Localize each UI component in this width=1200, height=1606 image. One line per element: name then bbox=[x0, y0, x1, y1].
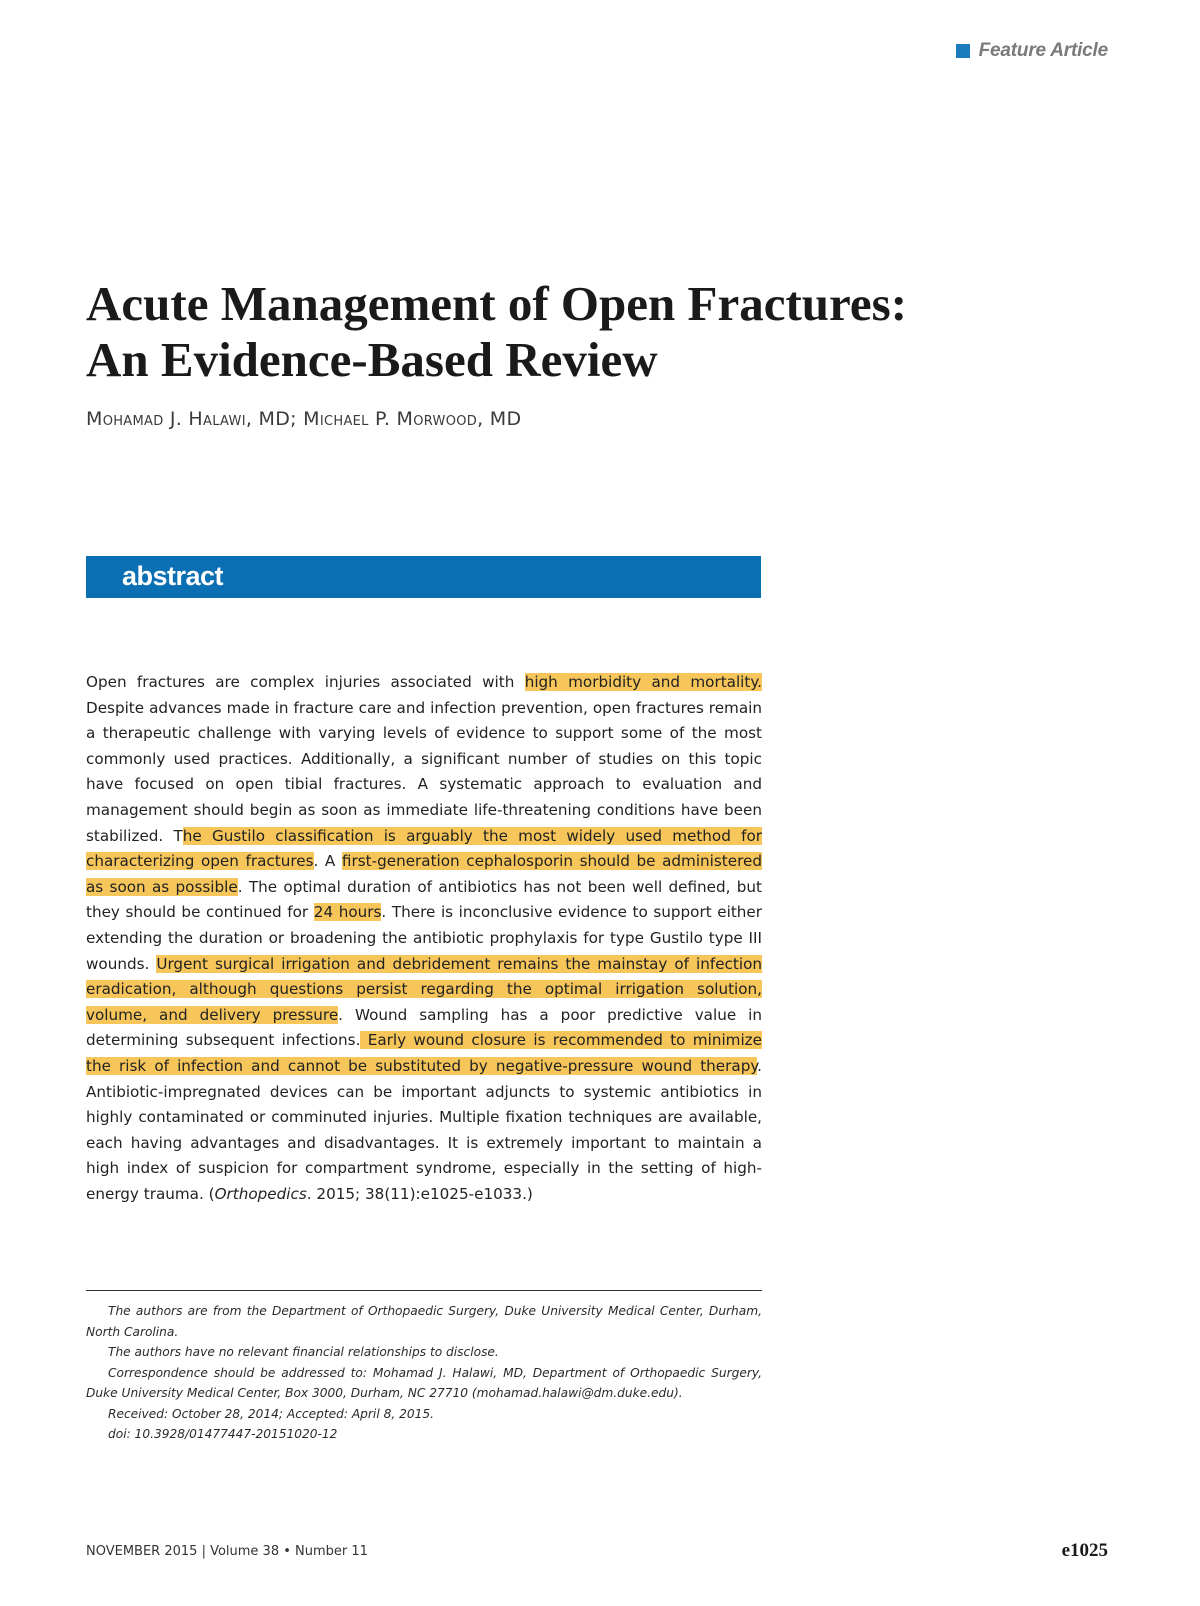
article-title-line-1: Acute Management of Open Fractures: bbox=[86, 276, 908, 331]
footnote-disclosure: The authors have no relevant financial relationships to disclose. bbox=[108, 1345, 499, 1359]
journal-name: Orthopedics bbox=[214, 1184, 307, 1203]
author-list: Mohamad J. Halawi, MD; Michael P. Morwood, MD bbox=[86, 408, 522, 430]
issue-info: NOVEMBER 2015 | Volume 38 • Number 11 bbox=[86, 1544, 368, 1559]
abstract-body bbox=[86, 670, 762, 1207]
abstract-heading: abstract bbox=[122, 561, 224, 591]
feature-article-tag bbox=[956, 40, 1108, 62]
abstract-text: . Wound sampling has a poor predictive value in determining subsequent infections. bbox=[86, 1005, 762, 1050]
article-title-line-2: An Evidence-Based Review bbox=[86, 332, 658, 387]
abstract-highlight[interactable]: first-generation cephalosporin should be administered as soon as possible bbox=[86, 852, 762, 896]
footnotes bbox=[86, 1301, 762, 1445]
footnote-affiliation: The authors are from the Department of Orthopaedic Surgery, Duke University Medical Center, Durham, North Carolina. bbox=[86, 1304, 762, 1339]
page-number: e1025 bbox=[1061, 1540, 1108, 1561]
footnote-correspondence: Correspondence should be addressed to: Mohamad J. Halawi, MD, Department of Orthopaedic Surgery, Duke University Medical Center, Box 3000, Durham, NC 27710 (mohamad.halawi@dm.duke.edu). bbox=[86, 1365, 762, 1400]
footnote-dates: Received: October 28, 2014; Accepted: April 8, 2015. bbox=[108, 1406, 434, 1421]
abstract-text: . A bbox=[313, 852, 342, 871]
abstract-text: . There is inconclusive evidence to support either extending the duration or broadening the antibiotic prophylaxis for type Gustilo type III wounds. bbox=[86, 903, 763, 973]
footnote-divider bbox=[86, 1290, 762, 1291]
square-icon bbox=[956, 44, 970, 58]
abstract-highlight[interactable]: 24 hours bbox=[313, 903, 382, 922]
abstract-highlight[interactable]: Early wound closure is recommended to minimize the risk of infection and cannot be substituted by negative-pressure wound therapy bbox=[86, 1031, 762, 1075]
abstract-text: . Antibiotic-impregnated devices can be important adjuncts to systemic antibiotics in highly contaminated or comminuted injuries. Multiple fixation techniques are available, each having advantages and disadvantages. It is extremely important to maintain a high index of suspicion for compartment syndrome, especially in the setting of high-energy trauma. ( bbox=[86, 1056, 762, 1203]
footnote-doi: doi: 10.3928/01477447-20151020-12 bbox=[108, 1427, 338, 1441]
abstract-text: . 2015; 38(11):e1025-e1033.) bbox=[306, 1184, 533, 1203]
abstract-heading-bar bbox=[86, 556, 761, 598]
abstract-text: Despite advances made in fracture care and infection prevention, open fractures remain a therapeutic challenge with varying levels of evidence to support some of the most commonly used practices. Additionally, a significant number of studies on this topic have focused on open tibial fractures. A systematic approach to evaluation and management should begin as soon as immediate life-threatening conditions have been stabilized. T bbox=[86, 698, 762, 845]
feature-article-label: Feature Article bbox=[978, 40, 1108, 61]
abstract-highlight[interactable]: he Gustilo classification is arguably the most widely used method for characterizing open fractures bbox=[86, 826, 762, 871]
abstract-text: . The optimal duration of antibiotics has not been well defined, but they should be continued for bbox=[86, 877, 763, 922]
abstract-highlight[interactable]: high morbidity and mortality. bbox=[524, 673, 762, 691]
abstract-highlight[interactable]: Urgent surgical irrigation and debridement remains the mainstay of infection eradication, although questions persist regarding the optimal irrigation solution, volume, and delivery pressure bbox=[86, 954, 762, 1024]
article-title bbox=[86, 276, 1066, 388]
abstract-text: Open fractures are complex injuries associated with bbox=[86, 673, 525, 691]
